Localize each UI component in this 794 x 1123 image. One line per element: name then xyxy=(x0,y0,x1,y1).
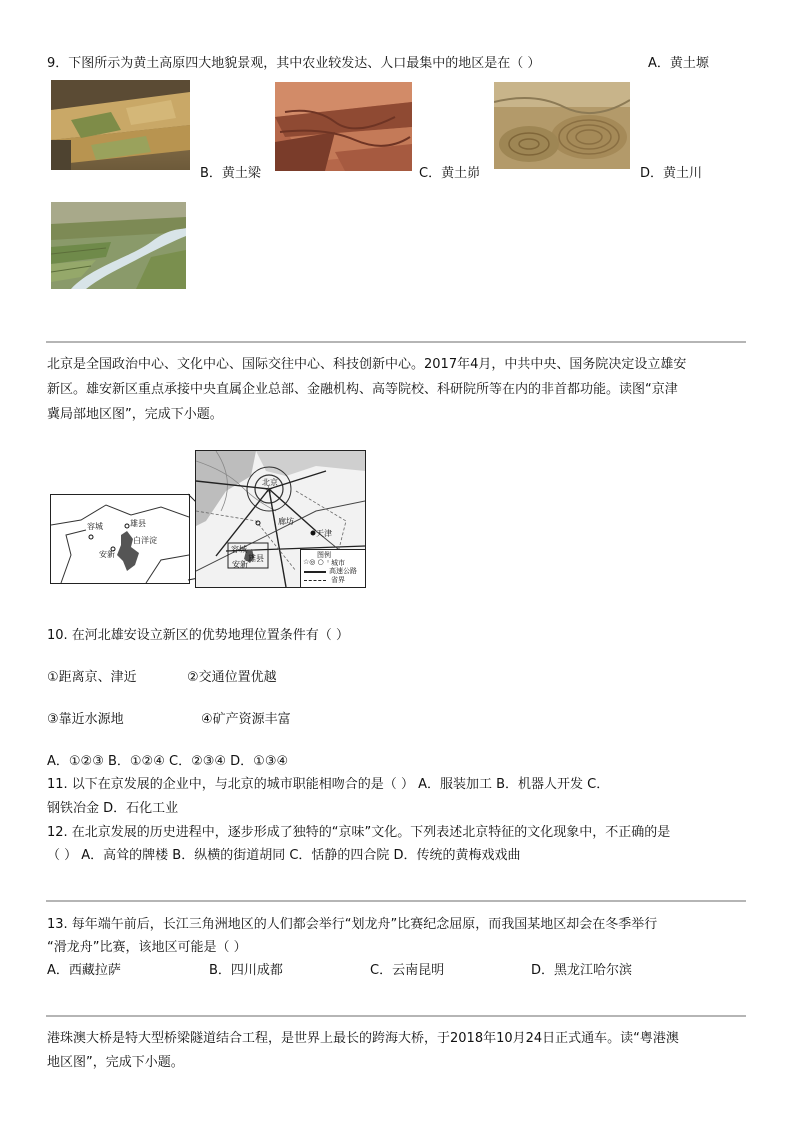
map-label-tianjin: 天津 xyxy=(316,529,332,538)
option-a-label: A．黄土塬 xyxy=(648,56,709,71)
map-label-rongcheng: 容城 xyxy=(231,545,247,554)
option-d-label: D．黄土川 xyxy=(640,166,703,181)
option-c: C．云南昆明 xyxy=(370,963,445,978)
option-b-label: B．黄土梁 xyxy=(200,166,261,181)
map-label-anxin: 安新 xyxy=(232,560,248,569)
question-11-line: 11. 以下在京发展的企业中，与北京的城市职能相吻合的是（ ） A．服装加工 B．机器人开发 C． xyxy=(47,777,610,792)
svg-text:☆: ☆ xyxy=(264,485,273,496)
section-divider xyxy=(46,341,746,343)
legend-highway: 高速公路 xyxy=(329,567,357,575)
map-legend xyxy=(300,549,366,588)
legend-highway-line xyxy=(304,571,326,573)
loess-tableland-photo xyxy=(51,80,190,170)
loess-river-valley-photo xyxy=(51,202,186,289)
option-b: B．四川成都 xyxy=(209,963,283,978)
passage-line: 北京是全国政治中心、文化中心、国际交往中心、科技创新中心。2017年4月，中共中央、国务院决定设立雄安 xyxy=(47,357,687,372)
map-label-rongcheng: 容城 xyxy=(87,522,103,531)
jingjinji-regional-map xyxy=(195,450,366,588)
question-11-line: 钢铁冶金 D．石化工业 xyxy=(47,801,179,816)
option-d: D．黑龙江哈尔滨 xyxy=(531,963,633,978)
map-label-beijing: 北京 xyxy=(262,478,278,487)
question-12-line: 12. 在北京发展的历史进程中，逐步形成了独特的“京味”文化。下列表述北京特征的文化现象中，不正确的是 xyxy=(47,825,671,840)
passage-line: 地区图”，完成下小题。 xyxy=(47,1055,184,1070)
map-label-baiyangdian: 白洋淀 xyxy=(133,536,157,545)
loess-hill-photo xyxy=(494,82,630,169)
option-a: A．西藏拉萨 xyxy=(47,963,121,978)
question-13-line: 13. 每年端午前后，长江三角洲地区的人们都会举行“划龙舟”比赛纪念屈原，而我国某地区却会在冬季举行 xyxy=(47,917,658,932)
map-label-anxin: 安新 xyxy=(99,550,115,559)
question-13-line: “滑龙舟”比赛，该地区可能是（ ） xyxy=(47,940,247,955)
option-c-label: C．黄土峁 xyxy=(419,166,481,181)
passage-line: 港珠澳大桥是特大型桥梁隧道结合工程，是世界上最长的跨海大桥，于2018年10月24日正式通车。读“粤港澳 xyxy=(47,1031,679,1046)
section-divider xyxy=(46,900,746,902)
question-12-line: （ ） A．高耸的牌楼 B．纵横的街道胡同 C．恬静的四合院 D．传统的黄梅戏戏曲 xyxy=(47,848,521,863)
passage-line: 冀局部地区图”，完成下小题。 xyxy=(47,407,223,422)
map-label-xiongxian: 雄县 xyxy=(130,519,146,528)
map-label-xiongxian: 雄县 xyxy=(248,554,264,563)
loess-ridge-photo xyxy=(275,82,412,171)
legend-boundary-line xyxy=(304,580,326,581)
xiongan-inset-map xyxy=(50,494,190,584)
section-divider xyxy=(46,1015,746,1017)
statement-3: ③靠近水源地 xyxy=(47,712,124,727)
question-10-stem: 10. 在河北雄安设立新区的优势地理位置条件有（ ） xyxy=(47,628,349,643)
legend-city-symbols: ☆◎ ○ ◦ xyxy=(303,558,331,566)
statement-2: ②交通位置优越 xyxy=(187,670,277,685)
legend-boundary: 省界 xyxy=(331,576,345,584)
legend-city: 城市 xyxy=(331,559,345,567)
question-10-answers: A．①②③ B．①②④ C．②③④ D．①③④ xyxy=(47,754,289,769)
passage-line: 新区。雄安新区重点承接中央直属企业总部、金融机构、高等院校、科研院所等在内的非首都功能。读图“京津 xyxy=(47,382,678,397)
statement-1: ①距离京、津近 xyxy=(47,670,137,685)
legend-title: 图例 xyxy=(317,551,331,559)
map-label-langfang: 廊坊 xyxy=(278,517,294,526)
question-9-stem: 9．下图所示为黄土高原四大地貌景观，其中农业较发达、人口最集中的地区是在（ ） xyxy=(47,56,541,71)
statement-4: ④矿产资源丰富 xyxy=(201,712,291,727)
